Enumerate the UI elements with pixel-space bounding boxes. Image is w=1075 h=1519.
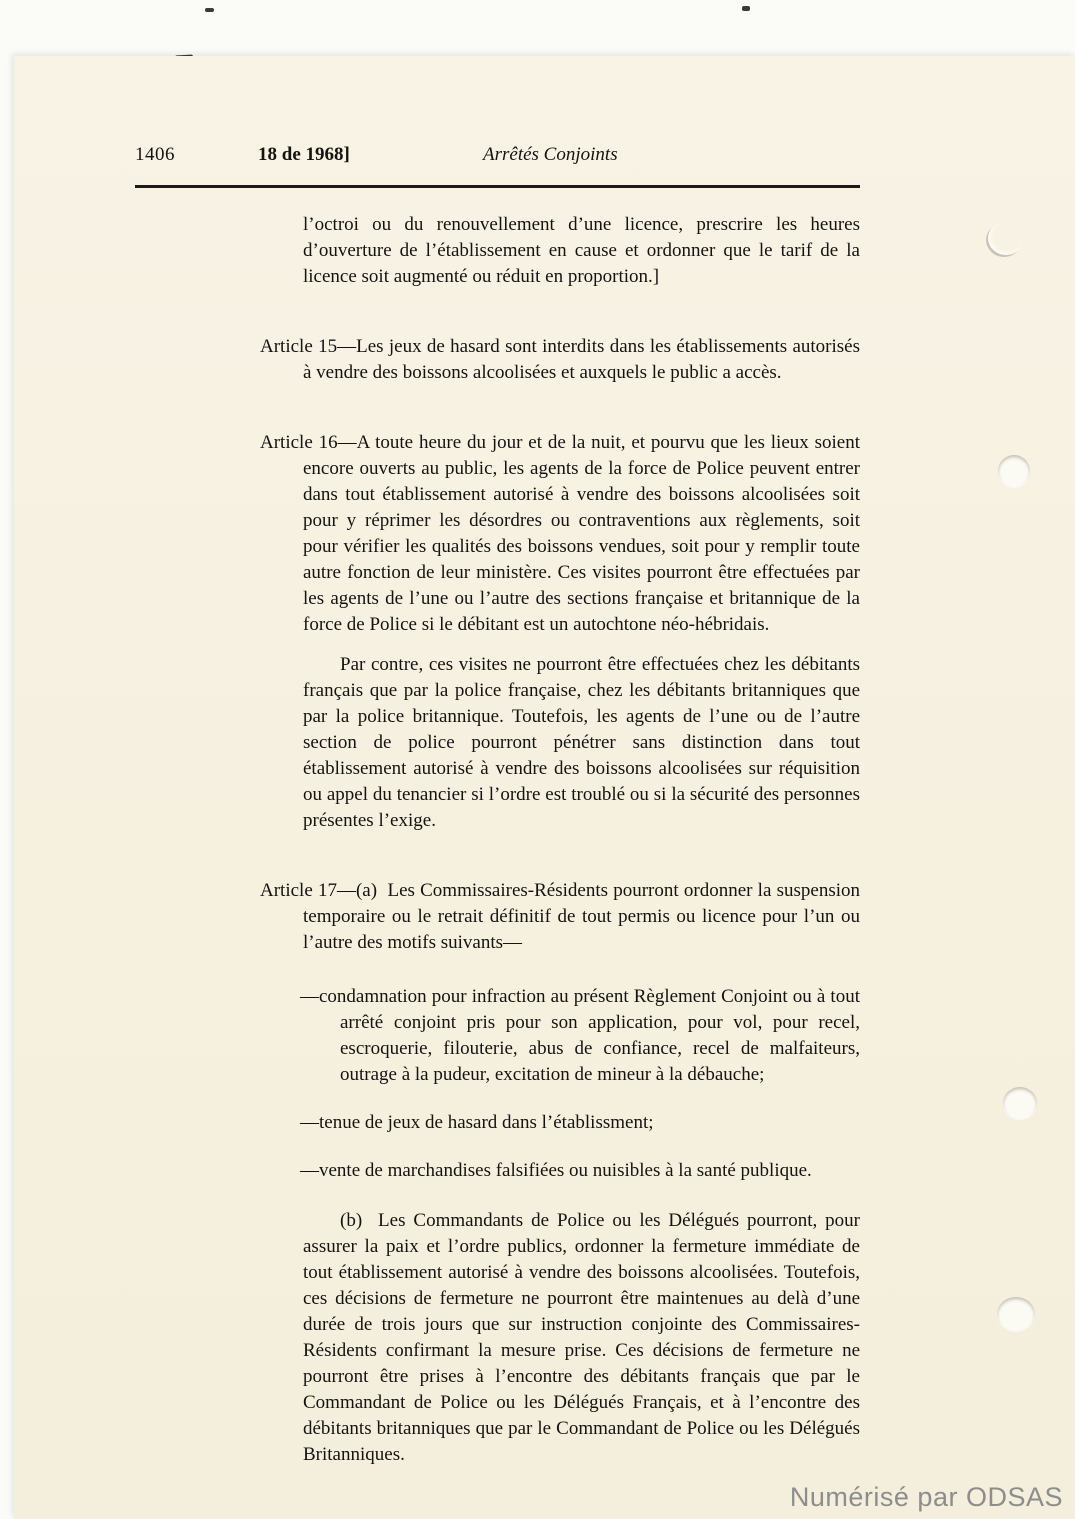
scan-artifact [742, 6, 750, 11]
page-number: 1406 [135, 144, 175, 165]
paragraph-article-17a: Article 17—(a) Les Commissaires-Résidents pourront ordonner la suspension temporaire ou le retrait définitif de tout permis ou licence pour l’un ou l’autre des motifs suivants— [260, 880, 860, 953]
punch-hole [998, 455, 1030, 487]
list-item-vente: —vente de marchandises falsifiées ou nuisibles à la santé publique. [300, 1160, 812, 1181]
edition-label: 18 de 1968] [258, 144, 350, 165]
punch-hole [997, 1297, 1035, 1331]
paragraph-article-16: Article 16—A toute heure du jour et de la nuit, et pourvu que les lieux soient encore ouverts au public, les agents de la force de Police peuvent entrer dans tout établissement autorisé à vendre des boissons alcoolisées soit pour y réprimer les désordres ou contraventions aux règlements, soit pour vérifier les qualités des boissons vendues, soit pour y remplir toute autre fonction de leur ministère. Ces visites pourront être effectuées par les agents de l’une ou l’autre des sections française et britannique de la force de Police si le débitant est un autochtone néo-hébridais. [260, 432, 860, 635]
scanned-page [14, 56, 1075, 1519]
punch-hole [1003, 1087, 1037, 1119]
header-rule [135, 185, 860, 188]
paragraph-article-17b: (b) Les Commandants de Police ou les Délégués pourront, pour assurer la paix et l’ordre publics, ordonner la fermeture immédiate de tout établissement autorisé à vendre des boissons alcoolisées. Toutefois, ces décisions de fermeture ne pourront être maintenues au delà d’une durée de trois jours que sur instruction conjointe des Commissaires-Résidents confirmant la mesure prise. Ces décisions de fermeture ne pourront être prises à l’encontre des débitants français que par le Commandant de Police ou les Délégués Français, et à l’encontre des débitants britanniques que par le Commandant de Police ou les Délégués Britanniques. [303, 1210, 860, 1465]
odsas-watermark: Numérisé par ODSAS [789, 1482, 1063, 1512]
paragraph-article-16-cont: Par contre, ces visites ne pourront être effectuées chez les débitants français que par la police française, chez les débitants britanniques que par la police britannique. Toutefois, les agents de l’une ou de l’autre section de police pourront pénétrer sans distinction dans tout établissement autorisé à vendre des boissons alcoolisées sur réquisition ou appel du tenancier si l’ordre est troublé ou si la sécurité des personnes présentes l’exige. [303, 654, 860, 831]
list-item-condamnation: —condamnation pour infraction au présent Règlement Conjoint ou à tout arrêté conjoint pris pour son application, pour vol, pour recel, escroquerie, filouterie, abus de confiance, recel de malfaiteurs, outrage à la pudeur, excitation de mineur à la débauche; [300, 986, 860, 1085]
running-title: Arrêtés Conjoints [483, 144, 618, 165]
paragraph-article-15: Article 15—Les jeux de hasard sont interdits dans les établissements autorisés à vendre des boissons alcoolisées et auxquels le public a accès. [260, 336, 860, 383]
punch-hole [986, 223, 1022, 257]
scan-artifact [205, 8, 214, 12]
paragraph-continuation: l’octroi ou du renouvellement d’une licence, prescrire les heures d’ouverture de l’établissement en cause et ordonner que le tarif de la licence soit augmenté ou réduit en proportion.] [303, 214, 860, 287]
page-content [135, 56, 860, 1468]
list-item-tenue: —tenue de jeux de hasard dans l’établissment; [300, 1112, 654, 1133]
page-header [135, 142, 860, 174]
